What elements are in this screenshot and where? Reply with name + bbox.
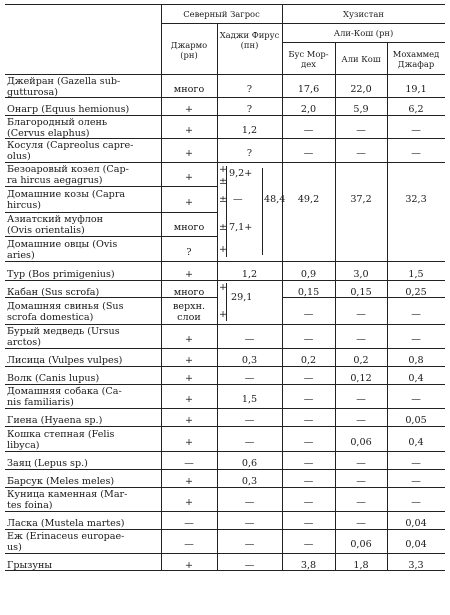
jarmo-value: + (184, 104, 194, 115)
ali-kosh-value: 22,0 (350, 83, 372, 95)
bus-mordeh-value: — (303, 436, 314, 448)
row-rule (217, 162, 282, 163)
sheep-subtotal-value: 7,1+ (229, 222, 253, 233)
bus-mordeh-value: — (303, 394, 314, 405)
ali-kosh-value: 1,8 (353, 560, 369, 571)
ali-kosh-value: — (356, 334, 366, 345)
species-name: Ласка (Mustela martes) (7, 518, 125, 529)
mohammad-jaffar-value: 0,4 (408, 436, 424, 448)
header-jarmo: Джармо (170, 40, 208, 50)
mohammad-jaffar-value: 0,25 (405, 286, 427, 298)
bus-mordeh-value: — (303, 373, 314, 384)
header-jarmo: (рн) (180, 50, 198, 60)
jarmo-value: + (184, 497, 194, 508)
species-name: aries) (7, 249, 35, 261)
fauna-table (5, 4, 445, 610)
jarmo-value: + (184, 436, 194, 448)
header-hajji-firuz: (пн) (240, 40, 259, 50)
ali-kosh-value: — (356, 394, 366, 405)
hajji-firuz-value: ? (246, 83, 253, 95)
plus-minus-sign: + (219, 244, 228, 255)
row-rule (217, 348, 282, 349)
row-rule (335, 408, 387, 409)
header-north-zagros: Северный Загрос (183, 9, 260, 19)
ali-kosh-value: — (356, 415, 366, 426)
ali-kosh-value: 0,2 (353, 355, 369, 366)
row-rule (335, 138, 387, 139)
col-rule (335, 42, 336, 571)
row-rule (161, 451, 217, 452)
species-name: us) (7, 542, 22, 553)
species-name: libyca) (7, 439, 40, 451)
row-rule (217, 324, 282, 325)
row-rule (282, 553, 335, 554)
row-rule (335, 511, 387, 512)
header-ali-kosh-phase: Али Кош (341, 54, 381, 64)
hajji-firuz-value: — (244, 518, 255, 529)
hajji-firuz-value: — (244, 497, 255, 508)
mohammad-jaffar-value: 3,3 (408, 560, 424, 571)
jarmo-value: — (184, 518, 194, 529)
species-name: Кошка степная (Felis (7, 428, 115, 440)
row-rule (282, 348, 335, 349)
plus-sign: + (219, 309, 228, 320)
species-name: Домашние козы (Capra (7, 189, 126, 200)
hajji-firuz-value: — (244, 334, 255, 345)
hajji-firuz-value: — (244, 539, 255, 550)
row-rule (335, 451, 387, 452)
row-rule (282, 261, 335, 262)
mohammad-jaffar-value: 19,1 (405, 83, 427, 95)
jarmo-value: много (173, 83, 205, 95)
bus-mordeh-value: — (303, 415, 314, 426)
species-name: hircus) (7, 200, 42, 211)
row-rule (387, 553, 445, 554)
hajji-firuz-value: ? (246, 148, 253, 159)
hajji-firuz-value: — (244, 436, 255, 448)
row-rule (335, 261, 387, 262)
species-name: Безоаровый козел (Сар- (7, 164, 129, 175)
jarmo-value: + (184, 560, 194, 571)
header-bus-mordeh: дех (301, 59, 316, 69)
ali-kosh-value: — (356, 497, 366, 508)
ali-kosh-value: 5,9 (353, 104, 369, 115)
bus-mordeh-value: — (303, 148, 314, 159)
mohammad-jaffar-value: 1,5 (408, 268, 424, 280)
species-name: Тур (Bos primigenius) (7, 268, 115, 280)
header-mohammad-jaffar: Мохаммед (392, 49, 440, 59)
species-name: Онагр (Equus hemionus) (7, 104, 130, 115)
hajji-firuz-value: 1,2 (241, 268, 258, 280)
jarmo-value: + (184, 415, 194, 426)
header-bus-mordeh: Бус Мор- (288, 49, 329, 59)
mohammad-jaffar-value: 0,4 (408, 373, 424, 384)
plus-minus-sign: + (219, 164, 228, 175)
mohammad-jaffar-value: — (411, 476, 421, 487)
species-name: Заяц (Lepus sp.) (7, 458, 88, 469)
row-rule (282, 324, 335, 325)
species-name: Барсук (Meles meles) (7, 476, 115, 487)
bus-mordeh-value: 17,6 (297, 83, 320, 95)
row-rule (5, 324, 161, 325)
row-rule (282, 138, 335, 139)
row-rule (161, 408, 217, 409)
row-rule (282, 162, 335, 163)
jarmo-value: верхн. (172, 300, 206, 312)
header-mohammad-jaffar: Джафар (397, 59, 435, 69)
bus-mordeh-value: — (303, 539, 314, 550)
species-name: Кабан (Sus scrofa) (7, 286, 100, 298)
mohammad-jaffar-value: — (411, 308, 421, 320)
ali-kosh-value: 0,15 (350, 286, 372, 298)
row-rule (387, 162, 445, 163)
jarmo-value: + (184, 373, 194, 384)
row-rule (387, 97, 445, 98)
mohammad-jaffar-value: 0,8 (408, 355, 424, 366)
species-name: Куница каменная (Mar- (7, 489, 128, 500)
plus-minus-sign: ± (219, 194, 228, 205)
species-name: arctos) (7, 337, 41, 348)
hajji-firuz-value: 0,6 (241, 458, 258, 469)
species-name: Джейран (Gazella sub- (7, 75, 121, 87)
species-name: ra hircus aegagrus) (7, 175, 103, 186)
mohammad-jaffar-value: — (411, 124, 421, 136)
species-name: Косуля (Capreolus capre- (7, 140, 134, 151)
mohammad-jaffar-value: — (411, 458, 421, 469)
plus-minus-sign: ± (219, 222, 228, 233)
row-rule (282, 97, 335, 98)
mohammad-jaffar-value: 0,04 (405, 539, 427, 550)
table-top-rule (5, 4, 445, 5)
mohammad-jaffar-value: — (411, 497, 421, 508)
species-name: Домашняя собака (Са- (7, 386, 122, 397)
ali-kosh-goats-sheep-value: 37,2 (350, 194, 372, 205)
row-rule (387, 511, 445, 512)
row-rule (217, 138, 282, 139)
row-rule (387, 348, 445, 349)
species-name: Домашняя свинья (Sus (7, 300, 124, 312)
bus-mordeh-value: — (303, 497, 314, 508)
row-rule (161, 348, 217, 349)
ali-kosh-value: — (356, 476, 366, 487)
bus-mordeh-value: 0,2 (300, 355, 317, 366)
jarmo-value: + (184, 172, 194, 183)
row-rule (282, 451, 335, 452)
species-name: olus) (7, 151, 31, 162)
row-rule (161, 324, 217, 325)
species-name: tes foina) (7, 500, 53, 511)
header-ali-kosh: Али-Кош (рн) (333, 28, 394, 38)
row-rule (161, 261, 217, 262)
species-name: Бурый медведь (Ursus (7, 326, 120, 337)
hajji-firuz-value: ? (246, 104, 253, 115)
goats-sheep-total-value: 48,4 (264, 194, 286, 205)
row-rule (217, 451, 282, 452)
jarmo-value: + (184, 124, 194, 136)
row-rule (282, 408, 335, 409)
species-name: Гиена (Hyaena sp.) (7, 415, 103, 426)
row-rule (161, 212, 217, 213)
boar-pig-hajji-value: 29,1 (231, 292, 253, 303)
ali-kosh-value: — (356, 308, 366, 320)
row-rule (335, 97, 387, 98)
mohammad-jaffar-goats-sheep-value: 32,3 (405, 194, 427, 205)
bus-mordeh-goats-sheep-value: 49,2 (297, 194, 320, 205)
mohammad-jaffar-value: — (411, 334, 421, 345)
hajji-firuz-value: 1,2 (241, 124, 258, 136)
species-name: Грызуны (7, 560, 53, 571)
row-rule (387, 408, 445, 409)
bus-mordeh-value: 0,9 (300, 268, 317, 280)
hajji-firuz-value: 0,3 (241, 355, 258, 366)
jarmo-value: — (184, 458, 194, 469)
hajji-firuz-value: 0,3 (241, 476, 258, 487)
jarmo-value: — (184, 539, 194, 550)
row-rule (387, 138, 445, 139)
bus-mordeh-value: — (303, 458, 314, 469)
hajji-firuz-value: — (244, 560, 255, 571)
jarmo-value: + (184, 334, 194, 345)
row-rule (335, 324, 387, 325)
row-rule (161, 553, 217, 554)
species-name: nis familiaris) (7, 397, 74, 408)
bus-mordeh-value: — (303, 518, 314, 529)
goat-subtotal-value: 9,2+ (229, 168, 253, 179)
row-rule (5, 212, 161, 213)
row-rule (282, 511, 335, 512)
plus-minus-sign: ± (219, 176, 228, 187)
mohammad-jaffar-value: 0,05 (405, 415, 427, 426)
row-rule (387, 324, 445, 325)
jarmo-value: + (184, 355, 194, 366)
ali-kosh-value: — (356, 124, 366, 136)
hajji-firuz-value: 1,5 (241, 394, 258, 405)
species-name: scrofa domestica) (7, 311, 94, 323)
jarmo-value: + (184, 268, 194, 280)
jarmo-value: + (184, 148, 194, 159)
bus-mordeh-value: — (303, 124, 314, 136)
species-name: (Cervus elaphus) (7, 127, 90, 139)
row-rule (161, 162, 217, 163)
header-subgroup-rule (282, 42, 445, 43)
header-hajji-firuz: Хаджи Фирус (219, 30, 280, 40)
bus-mordeh-value: — (303, 476, 314, 487)
species-name: (Ovis orientalis) (7, 225, 85, 236)
jarmo-value: много (173, 286, 205, 298)
jarmo-value: + (184, 476, 194, 487)
header-khuzistan: Хузистан (343, 9, 384, 19)
row-rule (387, 451, 445, 452)
row-rule (217, 408, 282, 409)
bracket-rule (262, 168, 263, 255)
row-rule (161, 186, 217, 187)
mohammad-jaffar-value: — (411, 148, 421, 159)
ali-kosh-value: — (356, 148, 366, 159)
species-name: Домашние овцы (Ovis (7, 238, 118, 250)
hajji-firuz-value: — (244, 415, 255, 426)
row-rule (161, 138, 217, 139)
row-rule (161, 236, 217, 237)
row-rule (161, 97, 217, 98)
plus-sign: + (219, 282, 228, 293)
ali-kosh-value: 0,12 (350, 373, 372, 384)
ali-kosh-value: 3,0 (353, 268, 369, 280)
jarmo-value: много (173, 222, 205, 233)
bus-mordeh-value: 3,8 (300, 560, 317, 571)
bus-mordeh-value: 0,15 (297, 286, 320, 298)
row-rule (335, 162, 387, 163)
bus-mordeh-value: — (303, 308, 314, 320)
row-rule (161, 511, 217, 512)
row-rule (217, 553, 282, 554)
species-name: gutturosa) (7, 86, 58, 98)
species-name: Благородный олень (7, 116, 108, 128)
col-rule (387, 42, 388, 571)
ali-kosh-value: 0,06 (350, 436, 372, 448)
species-name: Еж (Erinaceus europae- (7, 531, 125, 542)
row-rule (217, 511, 282, 512)
ali-kosh-value: 0,06 (350, 539, 372, 550)
species-name: Волк (Canis lupus) (7, 373, 100, 384)
species-name: Азиатский муфлон (7, 214, 104, 225)
jarmo-value: + (184, 394, 194, 405)
mohammad-jaffar-value: 0,04 (405, 518, 427, 529)
goat-dash-value: — (233, 194, 243, 205)
row-rule (217, 261, 282, 262)
mohammad-jaffar-value: — (411, 394, 421, 405)
ali-kosh-value: — (356, 458, 366, 469)
row-rule (217, 97, 282, 98)
row-rule (387, 261, 445, 262)
ali-kosh-value: — (356, 518, 366, 529)
species-name: Лисица (Vulpes vulpes) (7, 355, 123, 366)
jarmo-value: ? (186, 246, 192, 258)
hajji-firuz-value: — (244, 373, 255, 384)
mohammad-jaffar-value: 6,2 (408, 104, 424, 115)
jarmo-value: слои (177, 311, 201, 323)
row-rule (335, 348, 387, 349)
bus-mordeh-value: — (303, 334, 314, 345)
jarmo-value: + (184, 197, 194, 208)
bus-mordeh-value: 2,0 (300, 104, 317, 115)
header-group-rule (161, 23, 445, 24)
row-rule (335, 553, 387, 554)
